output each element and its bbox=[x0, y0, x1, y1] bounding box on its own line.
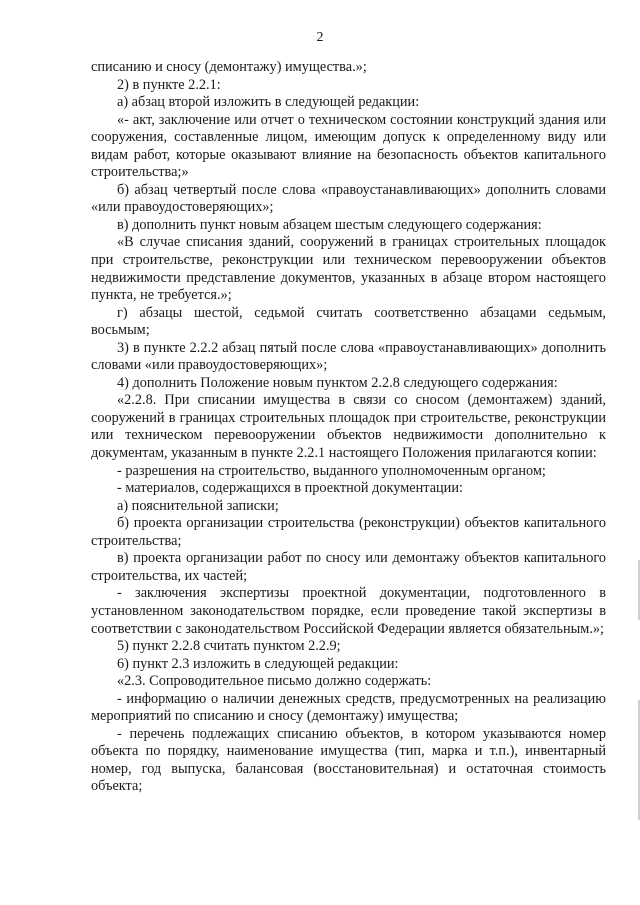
paragraph: в) дополнить пункт новым абзацем шестым следующего содержания: bbox=[117, 216, 542, 233]
paragraph: «- акт, заключение или отчет о техническом состоянии конструкций здания или сооружения, составленные лицом, имеющим допуск к определенному виду или видам работ, которые оказывают влияние на безопасность объектов капитального строительства;» bbox=[91, 111, 606, 181]
document-body bbox=[91, 59, 606, 796]
paragraph: 5) пункт 2.2.8 считать пунктом 2.2.9; bbox=[117, 638, 341, 655]
paragraph: б) проекта организации строительства (реконструкции) объектов капитального строительства; bbox=[91, 515, 606, 549]
paragraph: - разрешения на строительство, выданного уполномоченным органом; bbox=[117, 462, 546, 479]
paragraph: списанию и сносу (демонтажу) имущества.»; bbox=[91, 59, 367, 75]
paragraph: а) пояснительной записки; bbox=[117, 497, 279, 514]
paragraph: - перечень подлежащих списанию объектов, в котором указываются номер объекта по порядку, наименование имущества (тип, марка и т.п.), инвентарный номер, год выпуска, балансовая (восстановительная) и остаточная стоимость объекта; bbox=[91, 725, 606, 795]
paragraph: - заключения экспертизы проектной документации, подготовленного в установленном законодательством порядке, если проведение такой экспертизы в соответствии с законодательством Российской Федерации является обязательным.»; bbox=[91, 585, 606, 637]
paragraph: в) проекта организации работ по сносу или демонтажу объектов капитального строительства, их частей; bbox=[91, 550, 606, 584]
paragraph: г) абзацы шестой, седьмой считать соответственно абзацами седьмым, восьмым; bbox=[91, 304, 606, 339]
page-number: 2 bbox=[316, 30, 324, 45]
paragraph: «В случае списания зданий, сооружений в границах строительных площадок при строительстве, реконструкции или техническом перевооружении объектов недвижимости представление документов, указанных в абзаце втором настоящего пункта, не требуется.»; bbox=[91, 234, 606, 304]
paragraph: а) абзац второй изложить в следующей редакции: bbox=[117, 94, 420, 111]
paragraph: 2) в пункте 2.2.1: bbox=[117, 76, 221, 93]
paragraph: б) абзац четвертый после слова «правоустанавливающих» дополнить словами «или правоудостоверяющих»; bbox=[91, 181, 606, 216]
paragraph: 6) пункт 2.3 изложить в следующей редакции: bbox=[117, 655, 399, 672]
paragraph: - информацию о наличии денежных средств, предусмотренных на реализацию мероприятий по списанию и сносу (демонтажу) имущества; bbox=[91, 690, 606, 725]
paragraph: - материалов, содержащихся в проектной документации: bbox=[117, 480, 463, 497]
paragraph: «2.2.8. При списании имущества в связи со сносом (демонтажем) зданий, сооружений в границах строительных площадок при строительстве, реконструкции или техническом перевооружении объектов недвижимости дополнительно к документам, указанным в пункте 2.2.1 настоящего Положения прилагаются копии: bbox=[91, 392, 606, 462]
paragraph: «2.3. Сопроводительное письмо должно содержать: bbox=[117, 673, 432, 690]
paragraph: 4) дополнить Положение новым пунктом 2.2.8 следующего содержания: bbox=[117, 374, 558, 391]
paragraph: 3) в пункте 2.2.2 абзац пятый после слова «правоустанавливающих» дополнить словами «или правоудостоверяющих»; bbox=[91, 339, 606, 374]
